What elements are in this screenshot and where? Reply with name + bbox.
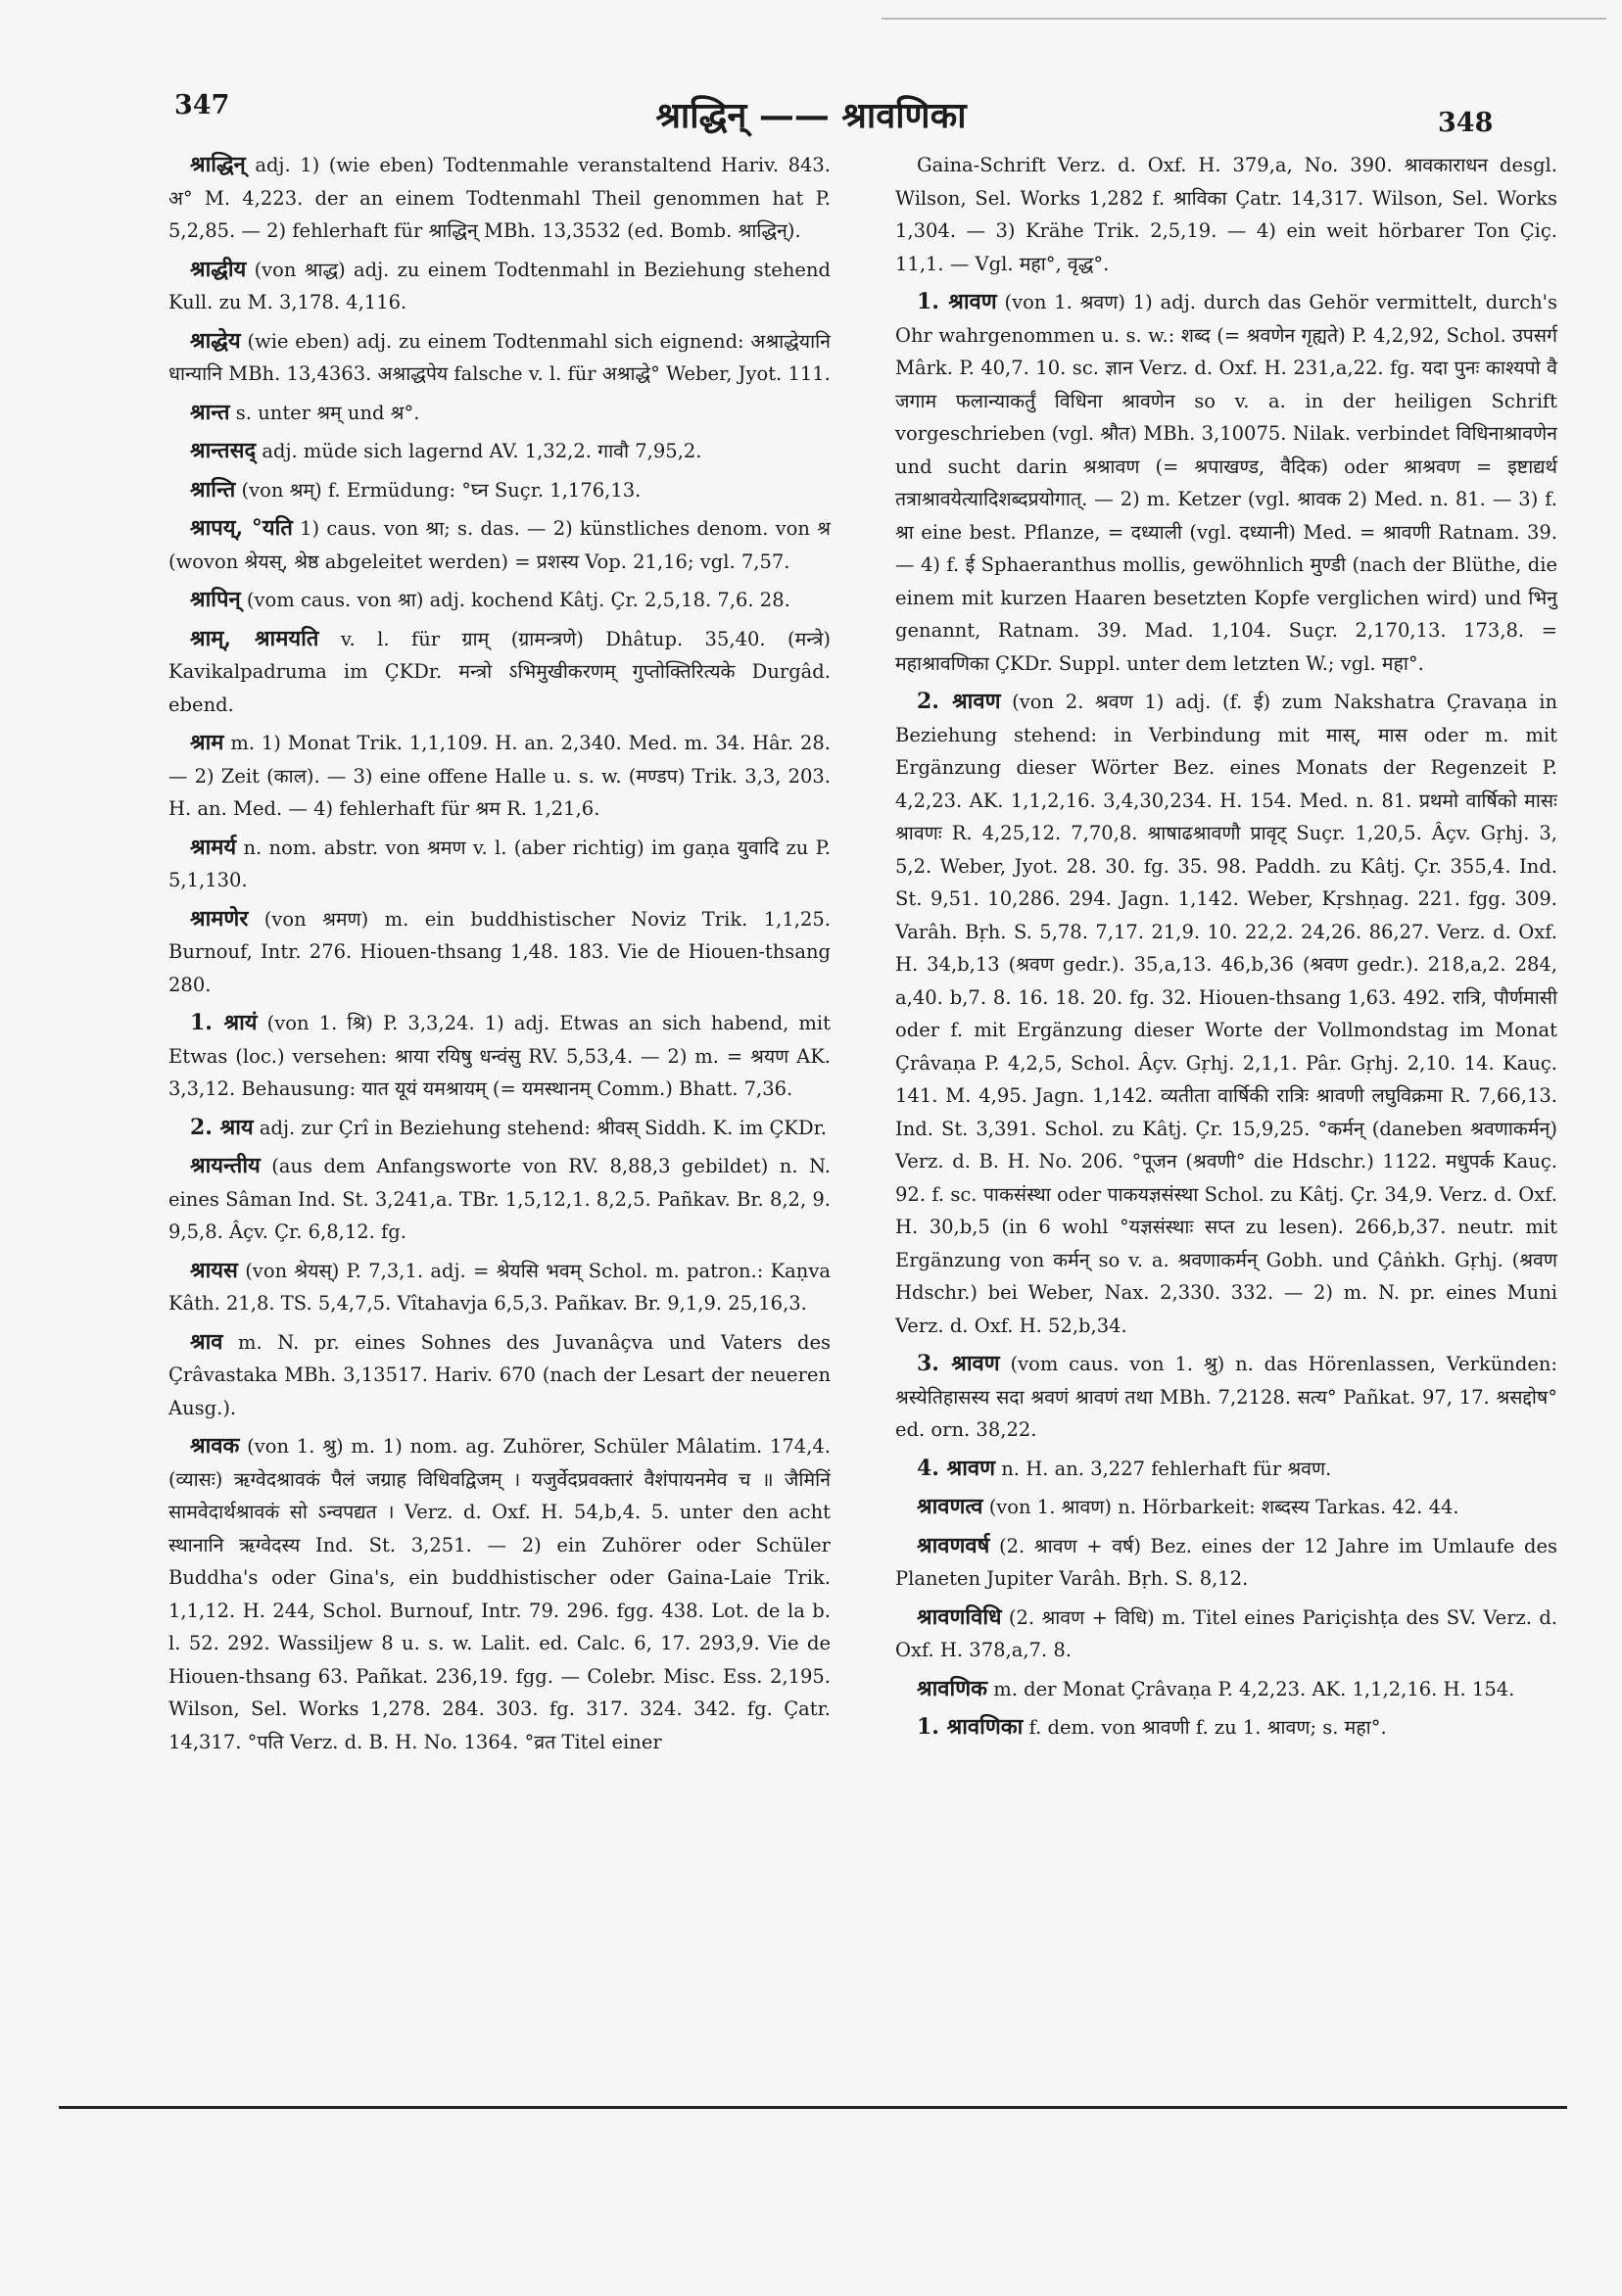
- footer-rule: [59, 2106, 1567, 2109]
- dictionary-entry: [895, 1673, 1557, 1706]
- entry-text: (wie eben) adj. zu einem Todtenmahl sich eignend: अश्राद्धेयानि धान्यानि MBh. 13,4363. अश्राद्धपेय falsche v. l. für अश्राद्धे° Weber, Jyot. 111.: [168, 329, 831, 385]
- page-number-right: 348: [1438, 108, 1494, 138]
- entry-headword: श्राम्, श्रामयति: [190, 625, 319, 651]
- entry-text: n. H. an. 3,227 fehlerhaft für श्रवण.: [1001, 1457, 1332, 1480]
- entry-headword: 2. श्राय: [190, 1114, 254, 1140]
- entry-headword: श्राद्धेय: [190, 327, 241, 354]
- entry-text: adj. müde sich lagernd AV. 1,32,2. गावौ 7,95,2.: [262, 440, 702, 462]
- entry-text: (aus dem Anfangsworte von RV. 8,88,3 gebildet) n. N. eines Sâman Ind. St. 3,241,a. TBr. 1,5,12,1. 8,2,5. Pañkav. Br. 8,2, 9. 9,5,8. Âçv. Çr. 6,8,12. fg.: [168, 1155, 831, 1243]
- entry-text: v. l. für ग्राम् (ग्रामन्त्रणे) Dhâtup. 35,40. (मन्त्रे) Kavikalpadruma im ÇKDr. मन्त्रो ऽभिमुखीकरणम् गुप्तोक्तिरित्यके Durgâd. ebend.: [168, 627, 831, 716]
- entry-text: (vom caus. von श्रा) adj. kochend Kâtj. Çr. 2,5,18. 7,6. 28.: [246, 589, 790, 611]
- entry-headword: श्राद्धीय: [190, 256, 247, 282]
- entry-text: (von श्रेयस्) P. 7,3,1. adj. = श्रेयसि भवम् Schol. m. patron.: Kaṇva Kâth. 21,8. TS. 5,4,7,5. Vîtahavja 6,5,3. Pañkav. Br. 9,1,9. 25,16,3.: [168, 1259, 831, 1315]
- entry-text: (2. श्रावण + विधि) m. Titel eines Pariçishṭa des SV. Verz. d. Oxf. H. 378,a,7. 8.: [895, 1605, 1557, 1661]
- dictionary-entry: [895, 1530, 1557, 1596]
- entry-headword: श्रावणत्व: [917, 1494, 983, 1519]
- entry-text: 1) caus. von श्रा; s. das. — 2) künstliches denom. von श्र (wovon श्रेयस्, श्रेष्ठ abgeleitet werden) = प्रशस्य Vop. 21,16; vgl. 7,57.: [168, 517, 831, 573]
- entry-text: (von श्रम्) f. Ermüdung: °घ्न Suçr. 1,176,13.: [241, 478, 642, 502]
- entry-text: (von 2. श्रवण 1) adj. (f. ई) zum Nakshatra Çravaṇa in Beziehung stehend: in Verbindung mit मास्, मास oder m. mit Ergänzung dieser Wörter Bez. eines Monats der Regenzeit P. 4,2,23. AK. 1,1,2,16. 3,4,30,234. H. 154. Med. n. 81. प्रथमो वार्षिको मासः श्रावणः R. 4,25,12. 7,70,8. श्राषाढश्रावणौ प्रावृट् Suçr. 1,20,5. Âçv. Gṛhj. 3, 5,2. Weber, Jyot. 28. 30. fg. 35. 98. Paddh. zu Kâtj. Çr. 355,4. Ind. St. 9,51. 10,286. 294. Jagn. 1,142. Weber, Kṛshṇag. 221. fgg. 309. Varâh. Bṛh. S. 5,78. 7,17. 21,9. 10. 22,2. 24,26. 86,27. Verz. d. Oxf. H. 34,b,13 (श्रवण gedr.). 35,a,13. 46,b,36 (श्रवण gedr.). 218,a,2. 284, a,40. b,7. 8. 16. 18. 20. fg. 32. Hiouen-thsang 1,63. 492. रात्रि, पौर्णमासी oder f. mit Ergänzung dieser Worte der Vollmondstag im Monat Çrâvaṇa P. 4,2,5, Schol. Âçv. Gṛhj. 2,1,1. Pâr. Gṛhj. 2,10. 14. Kauç. 141. M. 4,95. Jagn. 1,142. व्यतीता वार्षिकी रात्रिः श्रावणी लघुविक्रमा R. 7,66,13. Ind. St. 3,391. Schol. zu Kâtj. Çr. 15,9,25. °कर्मन् (daneben श्रवणाकर्मन्) Verz. d. B. H. No. 206. °पूजन (श्रवणी° die Hdschr.) 1122. मधुपर्क Kauç. 92. f. sc. पाकसंस्था oder पाकयज्ञसंस्था Schol. zu Kâtj. Çr. 34,9. Verz. d. Oxf. H. 30,b,5 (in 6 wohl °यज्ञसंस्थाः सप्त zu lesen). 266,b,37. neutr. mit Ergänzung von कर्मन् so v. a. श्रवणाकर्मन् Gobh. und Çâṅkh. Gṛhj. (श्रवण Hdschr.) bei Weber, Nax. 2,330. 332. — 2) m. N. pr. eines Muni Verz. d. Oxf. H. 52,b,34.: [895, 691, 1557, 1337]
- entry-headword: 1. श्रायं: [190, 1010, 258, 1035]
- entry-text: m. N. pr. eines Sohnes des Juvanâçva und Vaters des Çrâvastaka MBh. 3,13517. Hariv. 670 (nach der Lesart der neueren Ausg.).: [168, 1330, 832, 1419]
- entry-headword: श्रामणेर: [190, 905, 249, 932]
- entry-text: m. der Monat Çrâvaṇa P. 4,2,23. AK. 1,1,2,16. H. 154.: [993, 1677, 1515, 1700]
- entry-headword: श्रामर्य: [190, 834, 237, 860]
- entry-headword: श्रापय्, °यति: [190, 515, 293, 541]
- dictionary-entry: [168, 1150, 831, 1249]
- dictionary-entry: [168, 397, 831, 430]
- dictionary-entry: [168, 474, 831, 507]
- entry-headword: श्रापिन्: [190, 587, 241, 612]
- entry-headword: श्राम: [190, 730, 224, 755]
- entry-text: adj. 1) (wie eben) Todtenmahle veranstaltend Hariv. 843. अ° M. 4,223. der an einem Todtenmahl Theil genommen hat P. 5,2,85. — 2) fehlerhaft für श्राद्धिन् MBh. 13,3532 (ed. Bomb. श्राद्धिन्).: [168, 154, 832, 242]
- top-edge-rule: [882, 18, 1606, 20]
- dictionary-entry: [168, 512, 831, 578]
- dictionary-entry: [168, 832, 831, 897]
- dictionary-entry: [895, 1491, 1557, 1524]
- dictionary-entry: [168, 1007, 831, 1106]
- entry-text: Gaina-Schrift Verz. d. Oxf. H. 379,a, No. 390. श्रावकाराधन desgl. Wilson, Sel. Works 1,282 f. श्राविका Çatr. 14,317. Wilson, Sel. Works 1,304. — 3) Krähe Trik. 2,5,19. — 4) ein weit hörbarer Ton Çiç. 11,1. — Vgl. महा°, वृद्ध°.: [895, 154, 1557, 275]
- entry-headword: श्रावणिक: [917, 1675, 988, 1701]
- entry-headword: श्रावणवर्ष: [917, 1532, 990, 1558]
- entry-text: (von 1. श्रवण) 1) adj. durch das Gehör vermittelt, durch's Ohr wahrgenommen u. s. w.: शब्द (= श्रवणेन गृह्यते) P. 4,2,92, Schol. उपसर्ग Mârk. P. 40,7. 10. sc. ज्ञान Verz. d. Oxf. H. 231,a,22. fg. यदा पुनः काश्यपो वै जगाम फलान्याकर्तुं विधिना श्रावणेन so v. a. in der heiligen Schrift vorgeschrieben (vgl. श्रौत) MBh. 3,10075. Nilak. verbindet विधिनाश्रावणेन und sucht darin श्रश्रावण (= श्रपाखण्ड, वैदिक) oder श्राश्रवण = इष्टाद्यर्थ तत्राश्रावयेत्यादिशब्दप्रयोगात्. — 2) m. Ketzer (vgl. श्रावक 2) Med. n. 81. — 3) f. श्रा eine best. Pflanze, = दध्याली (vgl. दध्यानी) Med. = श्रावणी Ratnam. 39. — 4) f. ई Sphaeranthus mollis, gewöhnlich मुण्डी (nach der Blüthe, die einem mit kurzen Haaren besetzten Kopfe verglichen wird) und भिनु genannt, Ratnam. 39. Mad. 1,104. Suçr. 2,170,13. 173,8. = महाश्रावणिका ÇKDr. Suppl. unter dem letzten W.; vgl. महा°.: [895, 291, 1557, 675]
- dictionary-entry: [168, 325, 831, 391]
- dictionary-entry: [168, 435, 831, 468]
- entry-text: (von श्राद्ध) adj. zu einem Todtenmahl in Beziehung stehend Kull. zu M. 3,178. 4,116.: [168, 258, 831, 313]
- dictionary-entry: [168, 903, 831, 1002]
- dictionary-entry: [168, 149, 831, 248]
- entry-text: n. nom. abstr. von श्रमण v. l. (aber richtig) im gaṇa युवादि zu P. 5,1,130.: [168, 836, 831, 891]
- entry-headword: श्रान्ति: [190, 476, 236, 502]
- page-header: [0, 90, 1622, 139]
- dictionary-entry: [168, 1112, 831, 1145]
- dictionary-entry: [168, 254, 831, 319]
- entry-text: f. dem. von श्रावणी f. zu 1. श्रावण; s. महा°.: [1028, 1716, 1387, 1739]
- entry-headword: श्रावणविधि: [917, 1603, 1002, 1630]
- entry-text: adj. zur Çrî in Beziehung stehend: श्रीवस् Siddh. K. im ÇKDr.: [259, 1116, 828, 1139]
- dictionary-entry: [895, 1453, 1557, 1486]
- left-column: [168, 149, 831, 1764]
- page-number-left: 347: [174, 90, 230, 120]
- dictionary-entry: [168, 1430, 831, 1758]
- entry-headword: श्राद्धिन्: [190, 152, 246, 177]
- right-column: [895, 149, 1557, 1750]
- dictionary-entry: [895, 1348, 1557, 1447]
- entry-headword: श्रान्त: [190, 399, 230, 425]
- entry-headword: श्रावक: [190, 1433, 240, 1459]
- dictionary-entry: [895, 1711, 1557, 1745]
- entry-headword: 4. श्रावण: [917, 1455, 996, 1481]
- dictionary-entry: [895, 1602, 1557, 1667]
- entry-headword: श्रान्तसद्: [190, 438, 257, 463]
- entry-text: (2. श्रावण + वर्ष) Bez. eines der 12 Jahre im Umlaufe des Planeten Jupiter Varâh. Bṛh. S. 8,12.: [895, 1534, 1557, 1590]
- dictionary-entry: [168, 584, 831, 617]
- dictionary-entry: [168, 727, 831, 826]
- entry-headword: श्राव: [190, 1328, 223, 1355]
- entry-text: (von 1. श्रु) m. 1) nom. ag. Zuhörer, Schüler Mâlatim. 174,4. (व्यासः) ऋग्वेदश्रावकं पैलं जग्राह विधिवद्विजम् । यजुर्वेदप्रवक्तारं वैशंपायनमेव च ॥ जैमिनिं सामवेदार्थश्रावकं सो ऽन्वपद्यत । Verz. d. Oxf. H. 54,b,4. 5. unter den acht स्थानानि ऋग्वेदस्य Ind. St. 3,251. — 2) ein Zuhörer oder Schüler Buddha's oder Gina's, ein buddhistischer oder Gaina-Laie Trik. 1,1,12. H. 244, Schol. Burnouf, Intr. 79. 296. fgg. 438. Lot. de la b. l. 52. 292. Wassiljew 8 u. s. w. Lalit. ed. Calc. 6, 17. 293,9. Vie de Hiouen-thsang 63. Pañkat. 236,19. fgg. — Colebr. Misc. Ess. 2,195. Wilson, Sel. Works 1,278. 284. 303. fg. 317. 324. 342. fg. Çatr. 14,317. °पति Verz. d. B. H. No. 1364. °व्रत Titel einer: [168, 1435, 832, 1753]
- entry-text: s. unter श्रम् und श्र°.: [235, 401, 420, 424]
- entry-headword: 2. श्रावण: [917, 689, 1001, 714]
- dictionary-entry: [168, 1326, 831, 1425]
- entry-headword: 3. श्रावण: [917, 1351, 1000, 1376]
- dictionary-entry: [168, 1255, 831, 1320]
- entry-text: (von 1. श्रि) P. 3,3,24. 1) adj. Etwas an sich habend, mit Etwas (loc.) versehen: श्राया रयिषु धन्वंसु RV. 5,53,4. — 2) m. = श्रयण AK. 3,3,12. Behausung: यात यूयं यमश्रायम् (= यमस्थानम् Comm.) Bhatt. 7,36.: [168, 1012, 831, 1100]
- running-title: श्राद्धिन् —— श्रावणिका: [655, 95, 967, 136]
- entry-headword: 1. श्रावण: [917, 289, 997, 314]
- entry-text: (von 1. श्रावण) n. Hörbarkeit: शब्दस्य Tarkas. 42. 44.: [988, 1496, 1459, 1518]
- entry-text: m. 1) Monat Trik. 1,1,109. H. an. 2,340. Med. m. 34. Hâr. 28. — 2) Zeit (काल). — 3) eine offene Halle u. s. w. (मण्डप) Trik. 3,3, 203. H. an. Med. — 4) fehlerhaft für श्रम R. 1,21,6.: [168, 732, 832, 820]
- dictionary-entry: [895, 149, 1557, 280]
- dictionary-entry: [168, 623, 831, 722]
- entry-headword: श्रायस: [190, 1257, 238, 1283]
- entry-text: (von श्रमण) m. ein buddhistischer Noviz Trik. 1,1,25. Burnouf, Intr. 276. Hiouen-thsang 1,48. 183. Vie de Hiouen-thsang 280.: [168, 907, 832, 996]
- entry-headword: श्रायन्तीय: [190, 1153, 261, 1178]
- entry-headword: 1. श्रावणिका: [917, 1714, 1024, 1740]
- dictionary-entry: [895, 686, 1557, 1342]
- entry-text: (vom caus. von 1. श्रु) n. das Hörenlassen, Verkünden: श्रस्येतिहासस्य सदा श्रवणं श्रावणं तथा MBh. 7,2128. सत्य° Pañkat. 97, 17. श्रसद्दोष° ed. orn. 38,22.: [895, 1353, 1558, 1441]
- dictionary-entry: [895, 286, 1557, 680]
